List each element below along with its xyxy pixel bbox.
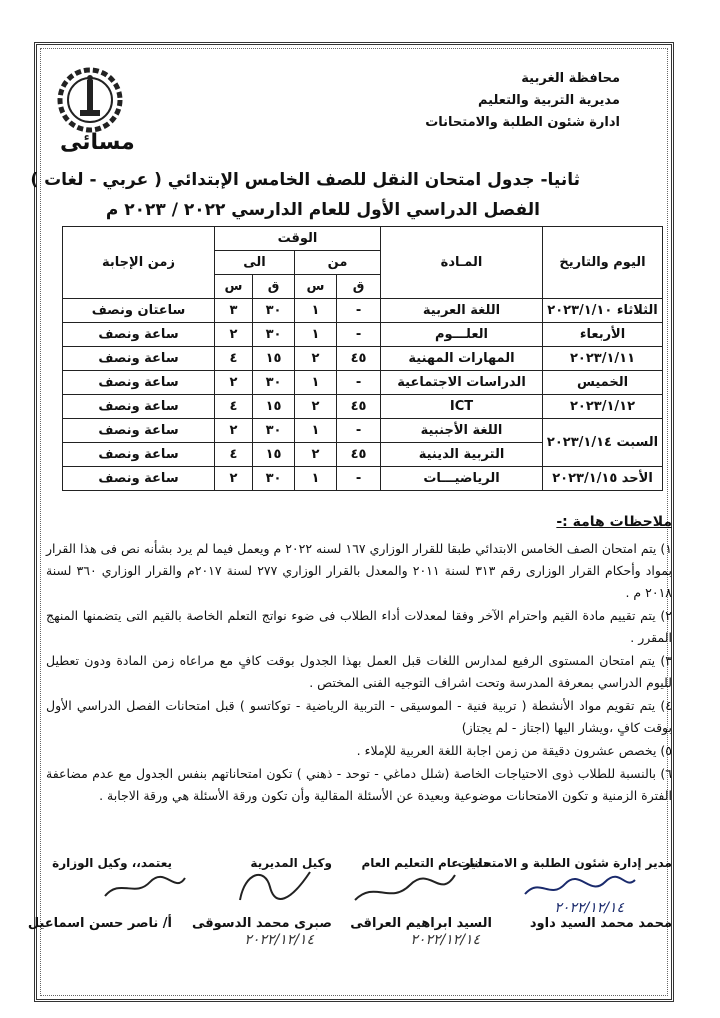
- subject-cell: الدراسات الاجتماعية: [381, 371, 543, 395]
- signatory-name-4: أ/ ناصر حسن اسماعيل: [27, 916, 172, 931]
- to-hours-cell: ٤: [215, 395, 253, 419]
- day-cell: الأحد ٢٠٢٣/١/١٥: [543, 467, 663, 491]
- day-cell: ٢٠٢٣/١/١٢: [543, 395, 663, 419]
- to-hours-cell: ٢: [215, 323, 253, 347]
- subject-cell: اللغة العربية: [381, 299, 543, 323]
- duration-cell: ساعتان ونصف: [63, 299, 215, 323]
- to-hours-cell: ٢: [215, 467, 253, 491]
- signatory-title-4: يعتمد،، وكيل الوزارة: [52, 856, 172, 870]
- from-minutes-cell: -: [337, 371, 381, 395]
- header-duration: زمن الإجابة: [63, 227, 215, 299]
- duration-cell: ساعة ونصف: [63, 443, 215, 467]
- signatory-title-1: مدير إدارة شئون الطلبة و الامتحانات: [457, 856, 672, 870]
- from-minutes-cell: ٤٥: [337, 395, 381, 419]
- signatory-name-3: صبرى محمد الدسوقى: [191, 916, 332, 931]
- to-minutes-cell: ٣٠: [253, 299, 295, 323]
- subject-cell: التربية الدينية: [381, 443, 543, 467]
- header-from: من: [295, 251, 381, 275]
- note-item: ٥) يخصص عشرون دقيقة من زمن اجابة اللغة العربية للإملاء .: [356, 743, 672, 758]
- signature-date-1: ٢٠٢٢/١٢/١٤: [554, 900, 624, 916]
- governorate-name: محافظة الغربية: [521, 71, 620, 86]
- header-from-minutes: ق: [337, 275, 381, 299]
- to-minutes-cell: ١٥: [253, 395, 295, 419]
- table-row: [63, 419, 663, 443]
- duration-cell: ساعة ونصف: [63, 371, 215, 395]
- from-minutes-cell: ٤٥: [337, 443, 381, 467]
- day-cell: الخميس: [543, 371, 663, 395]
- subject-cell: المهارات المهنية: [381, 347, 543, 371]
- duration-cell: ساعة ونصف: [63, 419, 215, 443]
- signatory-name-1: محمد محمد السيد داود: [529, 916, 672, 931]
- administration-name: ادارة شئون الطلبة والامتحانات: [425, 115, 620, 130]
- logo-word: مسائى: [60, 130, 135, 155]
- from-minutes-cell: -: [337, 299, 381, 323]
- signature-scribble-icon: [520, 872, 640, 902]
- note-item: ٣) يتم امتحان المستوى الرفيع لمدارس اللغات قبل العمل بهذا الجدول بوقت كافٍ مع مراعاه زمن المادة ودون تعطيل لليوم الدراسي بمعرفة المدرسة وتحت اشراف التوجيه الفنى المختص .: [46, 653, 672, 690]
- to-minutes-cell: ٣٠: [253, 467, 295, 491]
- to-hours-cell: ٤: [215, 347, 253, 371]
- from-hours-cell: ١: [295, 467, 337, 491]
- duration-cell: ساعة ونصف: [63, 467, 215, 491]
- exam-schedule-table: [62, 226, 663, 491]
- signature-scribble-icon: [350, 870, 460, 910]
- duration-cell: ساعة ونصف: [63, 323, 215, 347]
- header-subject: المـادة: [381, 227, 543, 299]
- day-cell: السبت ٢٠٢٣/١/١٤: [543, 419, 663, 467]
- signatory-title-2: مدير عام التعليم العام: [361, 856, 490, 870]
- notes-title: ملاحظات هامة :-: [556, 514, 672, 530]
- signature-date-3: ٢٠٢٢/١٢/١٤: [244, 932, 314, 948]
- ministry-logo-icon: [56, 66, 124, 134]
- to-hours-cell: ٢: [215, 371, 253, 395]
- from-hours-cell: ١: [295, 323, 337, 347]
- notes-list: [46, 538, 672, 808]
- note-item: ٤) يتم تقويم مواد الأنشطة ( تربية فنية - الموسيقى - التربية الرياضية - توكاتسو ) قبل امتحانات الفصل الدراسي الأول بوقت كافٍ ،ويشار اليها (اجتاز - لم يجتاز): [46, 698, 672, 735]
- header-day: اليوم والتاريخ: [543, 227, 663, 299]
- duration-cell: ساعة ونصف: [63, 347, 215, 371]
- directorate-name: مديرية التربية والتعليم: [477, 93, 620, 108]
- to-hours-cell: ٢: [215, 419, 253, 443]
- subject-cell: ICT: [381, 395, 543, 419]
- to-hours-cell: ٣: [215, 299, 253, 323]
- header-block: [425, 68, 620, 134]
- to-hours-cell: ٤: [215, 443, 253, 467]
- to-minutes-cell: ٣٠: [253, 323, 295, 347]
- from-hours-cell: ١: [295, 299, 337, 323]
- from-hours-cell: ٢: [295, 443, 337, 467]
- duration-cell: ساعة ونصف: [63, 395, 215, 419]
- term-title: الفصل الدراسي الأول للعام الدارسي ٢٠٢٢ / ٢٠٢٣ م: [105, 200, 540, 220]
- signatory-title-3: وكيل المديرية: [250, 856, 332, 870]
- header-to-minutes: ق: [253, 275, 295, 299]
- note-item: ١) يتم امتحان الصف الخامس الابتدائي طبقا للقرار الوزاري ١٦٧ لسنه ٢٠٢٢ م ويعمل فيما لم يرد بشأنه نص فى هذا القرار بمواد وأحكام القرار الوزارى رقم ٣١٣ لسنة ٢٠١١ والمعدل بالقرار الوزاري ٢٧٧ لسنة ٢٠١٧م والقرار الوزاري ٣٦٠ لسنة ٢٠١٨ م .: [46, 541, 672, 600]
- subject-cell: العلـــوم: [381, 323, 543, 347]
- header-to-hours: س: [215, 275, 253, 299]
- signature-scribble-icon: [230, 862, 320, 906]
- table-row: [63, 347, 663, 371]
- day-cell: ٢٠٢٣/١/١١: [543, 347, 663, 371]
- signature-date-2: ٢٠٢٢/١٢/١٤: [410, 932, 480, 948]
- table-row: [63, 467, 663, 491]
- table-row: [63, 299, 663, 323]
- to-minutes-cell: ٣٠: [253, 371, 295, 395]
- subject-cell: اللغة الأجنبية: [381, 419, 543, 443]
- day-cell: الأربعاء: [543, 323, 663, 347]
- from-hours-cell: ١: [295, 419, 337, 443]
- header-time: الوقت: [215, 227, 381, 251]
- from-hours-cell: ١: [295, 371, 337, 395]
- note-item: ٢) يتم تقييم مادة القيم واحترام الآخر وفقا لمعدلات أداء الطلاب فى ضوء نواتج التعلم الخاصة بالقيم التى يتضمنها المنهج المقرر .: [46, 608, 672, 645]
- from-minutes-cell: -: [337, 467, 381, 491]
- header-to: الى: [215, 251, 295, 275]
- table-row: [63, 323, 663, 347]
- subject-cell: الرياضيـــات: [381, 467, 543, 491]
- day-cell: الثلاثاء ٢٠٢٣/١/١٠: [543, 299, 663, 323]
- from-minutes-cell: -: [337, 419, 381, 443]
- note-item: ٦) بالنسبة للطلاب ذوى الاحتياجات الخاصة (شلل دماغي - توحد - ذهني ) تكون امتحاناتهم بنفس الجدول مع عدم مضاعفة الفترة الزمنية و تكون الامتحانات موضوعية وبعيدة عن الأسئلة المقالية وأن تكون ورقة الأسئلة هي ورقة الاجابة .: [46, 766, 672, 803]
- to-minutes-cell: ١٥: [253, 347, 295, 371]
- to-minutes-cell: ١٥: [253, 443, 295, 467]
- signatory-name-2: السيد ابراهيم العراقى: [350, 916, 492, 931]
- schedule-title: ثانيا- جدول امتحان النقل للصف الخامس الإبتدائي ( عربي - لغات ): [30, 170, 580, 190]
- from-minutes-cell: -: [337, 323, 381, 347]
- from-hours-cell: ٢: [295, 395, 337, 419]
- signature-scribble-icon: [100, 866, 190, 906]
- table-row: [63, 371, 663, 395]
- table-row: [63, 395, 663, 419]
- from-hours-cell: ٢: [295, 347, 337, 371]
- from-minutes-cell: ٤٥: [337, 347, 381, 371]
- to-minutes-cell: ٣٠: [253, 419, 295, 443]
- header-from-hours: س: [295, 275, 337, 299]
